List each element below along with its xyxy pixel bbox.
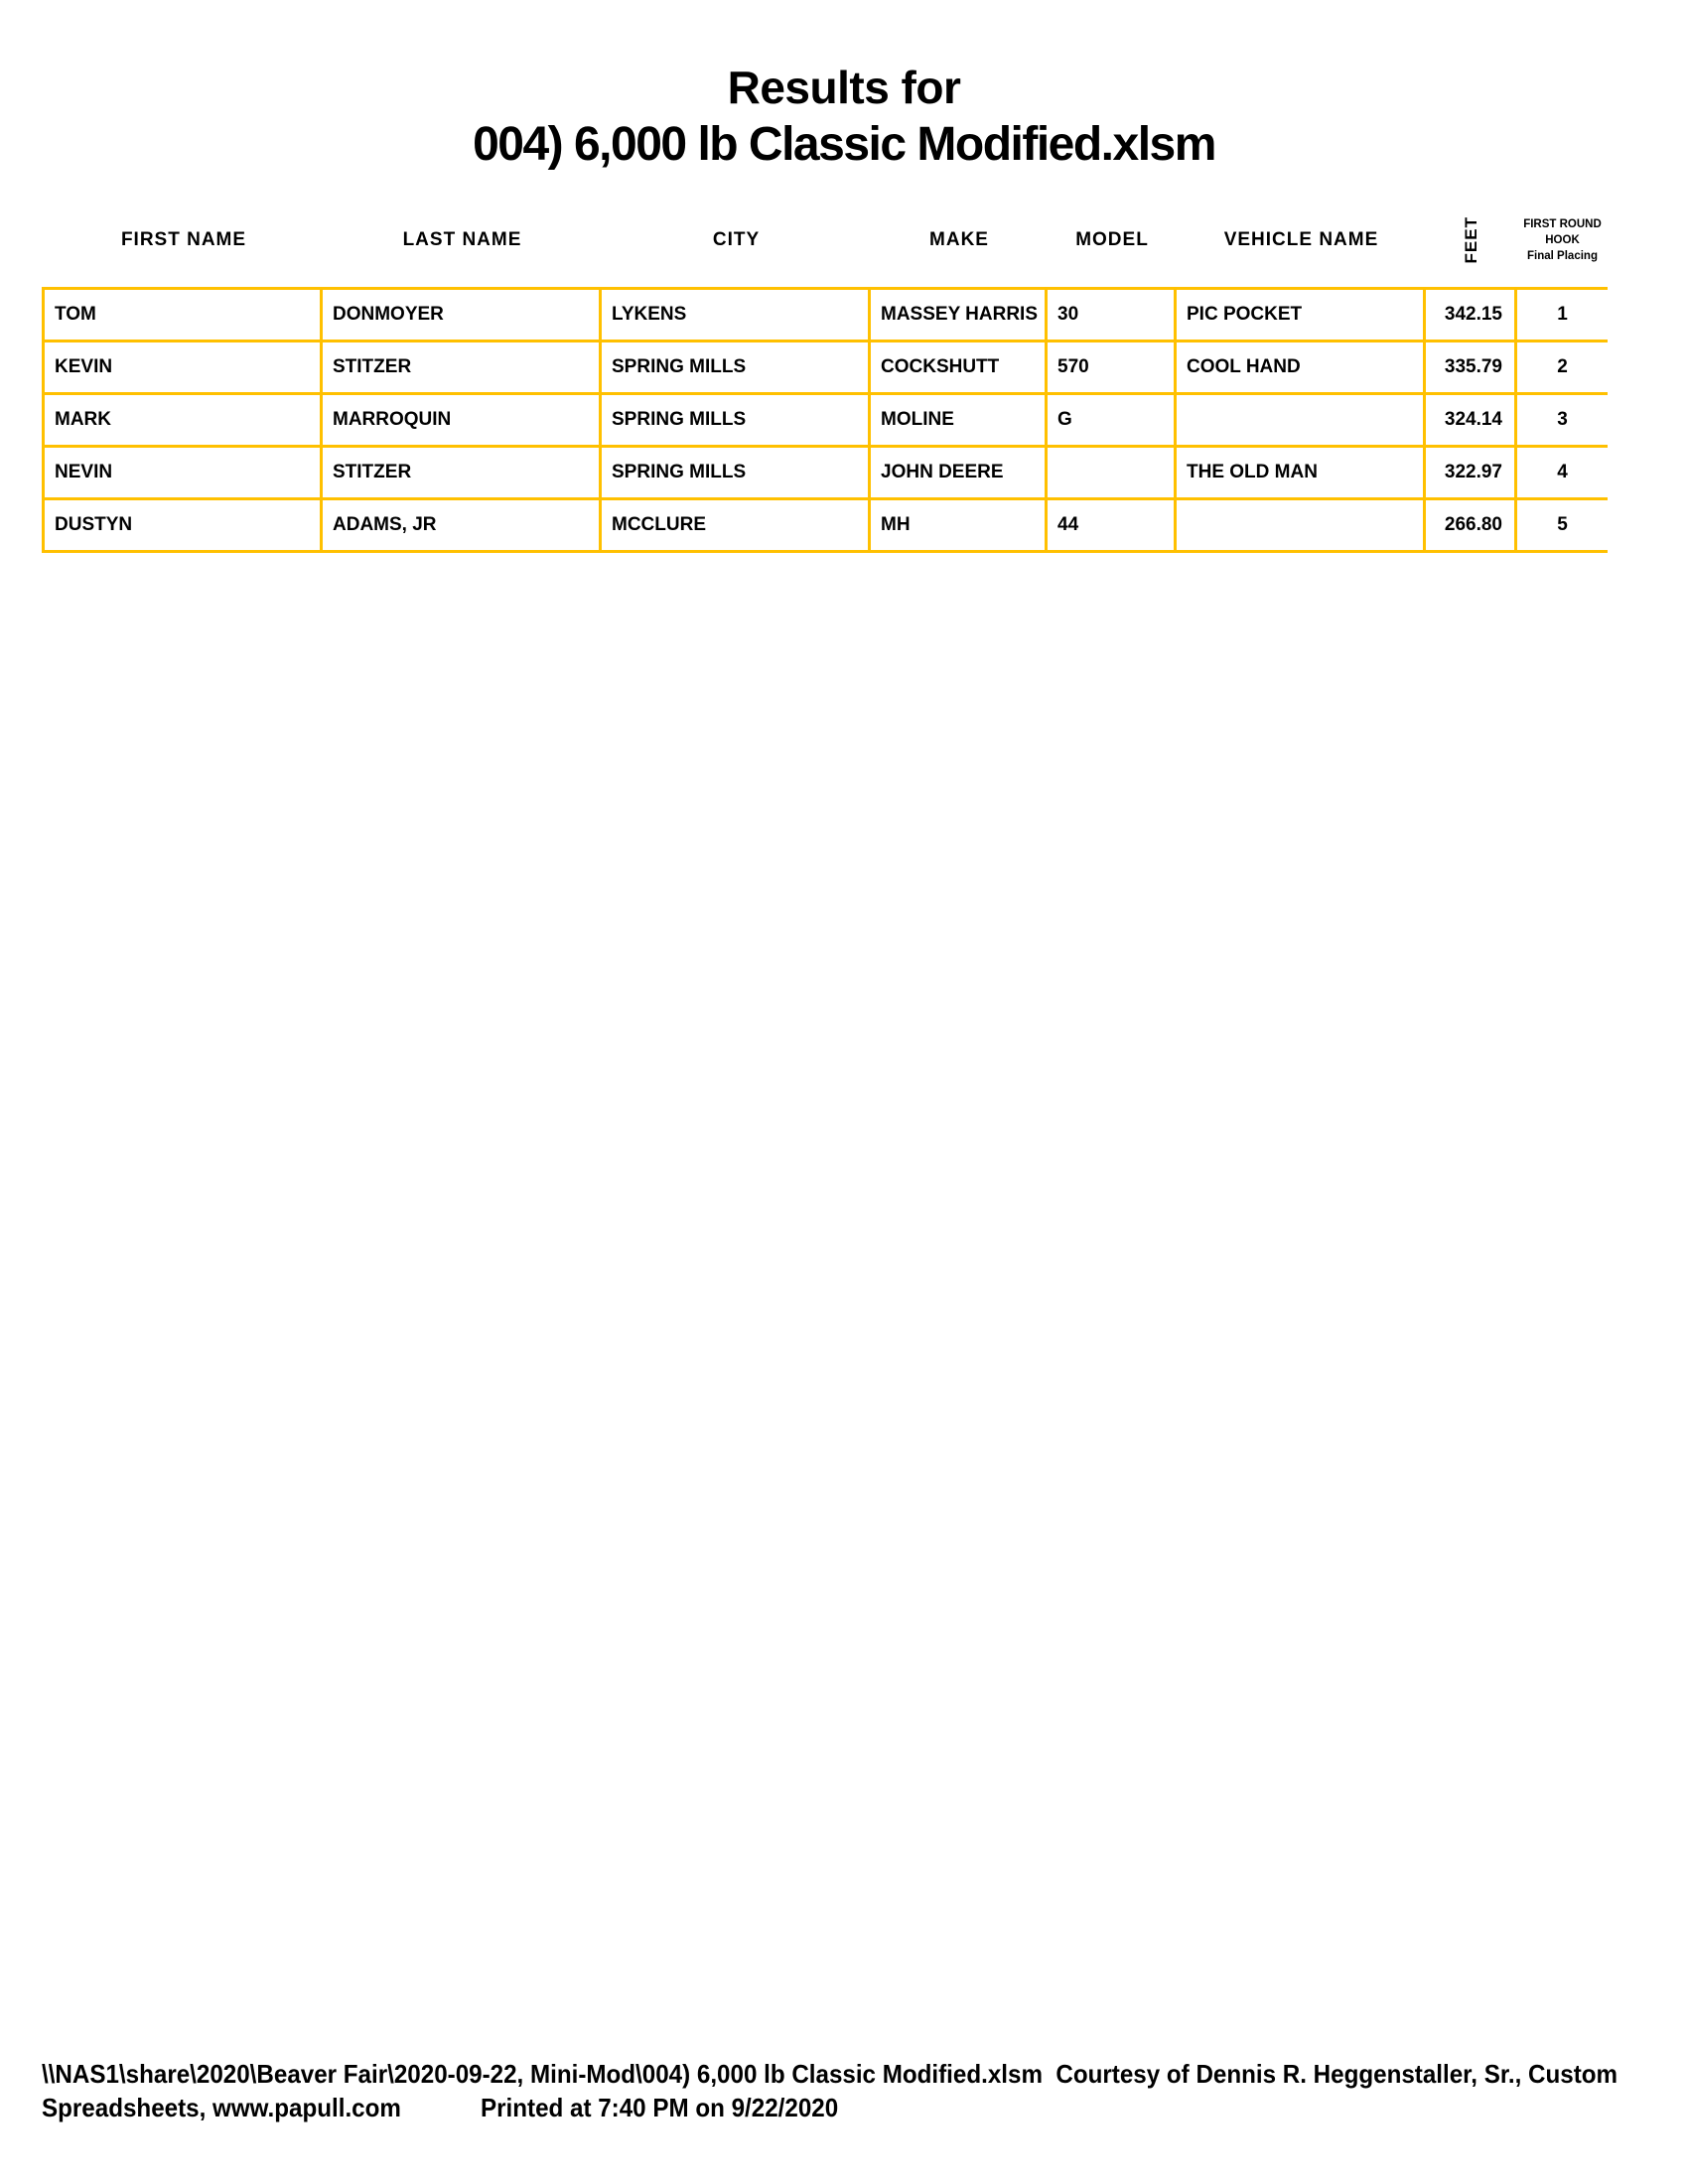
header-placing-line2: HOOK [1545,234,1580,246]
cell-last-name: ADAMS, JR [323,500,602,553]
cell-vehicle-name: PIC POCKET [1177,290,1426,342]
cell-city: SPRING MILLS [602,395,871,448]
cell-model: G [1048,395,1177,448]
cell-placing: 3 [1517,395,1608,448]
cell-placing: 2 [1517,342,1608,395]
cell-placing: 1 [1517,290,1608,342]
cell-city: MCCLURE [602,500,871,553]
cell-placing: 4 [1517,448,1608,500]
cell-make: COCKSHUTT [871,342,1048,395]
header-last-name: LAST NAME [402,229,522,250]
title-class-filename: 004) 6,000 lb Classic Modified.xlsm [473,118,1215,171]
results-table [42,287,1608,553]
title-results-for: Results for [727,62,961,113]
cell-first-name: KEVIN [45,342,323,395]
cell-first-name: DUSTYN [45,500,323,553]
cell-feet: 322.97 [1426,448,1517,500]
header-placing-line1: FIRST ROUND [1523,218,1602,230]
cell-make: JOHN DEERE [871,448,1048,500]
cell-make: MH [871,500,1048,553]
cell-model: 30 [1048,290,1177,342]
header-model: MODEL [1075,229,1149,250]
cell-feet: 342.15 [1426,290,1517,342]
header-feet-rotated: FEET [1462,216,1480,264]
cell-first-name: MARK [45,395,323,448]
page-title [0,60,1688,175]
cell-make: MASSEY HARRIS [871,290,1048,342]
cell-feet: 324.14 [1426,395,1517,448]
header-feet-wrap [1426,197,1517,284]
cell-model: 570 [1048,342,1177,395]
header-placing-line3: Final Placing [1527,250,1598,262]
cell-last-name: STITZER [323,448,602,500]
cell-city: LYKENS [602,290,871,342]
cell-feet: 266.80 [1426,500,1517,553]
cell-last-name: STITZER [323,342,602,395]
header-make: MAKE [929,229,989,250]
cell-feet: 335.79 [1426,342,1517,395]
cell-city: SPRING MILLS [602,448,871,500]
cell-vehicle-name: COOL HAND [1177,342,1426,395]
cell-first-name: TOM [45,290,323,342]
header-city: CITY [712,229,761,250]
cell-make: MOLINE [871,395,1048,448]
cell-model [1048,448,1177,500]
cell-vehicle-name [1177,395,1426,448]
footer-spreadsheets-url: Spreadsheets, www.papull.com [42,2093,401,2122]
table-header-row [45,197,1608,284]
header-vehicle-name: VEHICLE NAME [1223,229,1379,250]
footer-filepath-courtesy: \\NAS1\share\2020\Beaver Fair\2020-09-22, Mini-Mod\004) 6,000 lb Classic Modified.xlsm Courtesy of Dennis R. Heggenstaller, Sr., Custom [42,2059,1618,2089]
cell-placing: 5 [1517,500,1608,553]
cell-city: SPRING MILLS [602,342,871,395]
header-first-name: FIRST NAME [120,229,247,250]
cell-model: 44 [1048,500,1177,553]
header-first-round-hook-placing [1517,216,1608,264]
cell-first-name: NEVIN [45,448,323,500]
footer-printed-timestamp: Printed at 7:40 PM on 9/22/2020 [481,2093,839,2122]
cell-last-name: DONMOYER [323,290,602,342]
cell-vehicle-name: THE OLD MAN [1177,448,1426,500]
cell-vehicle-name [1177,500,1426,553]
cell-last-name: MARROQUIN [323,395,602,448]
